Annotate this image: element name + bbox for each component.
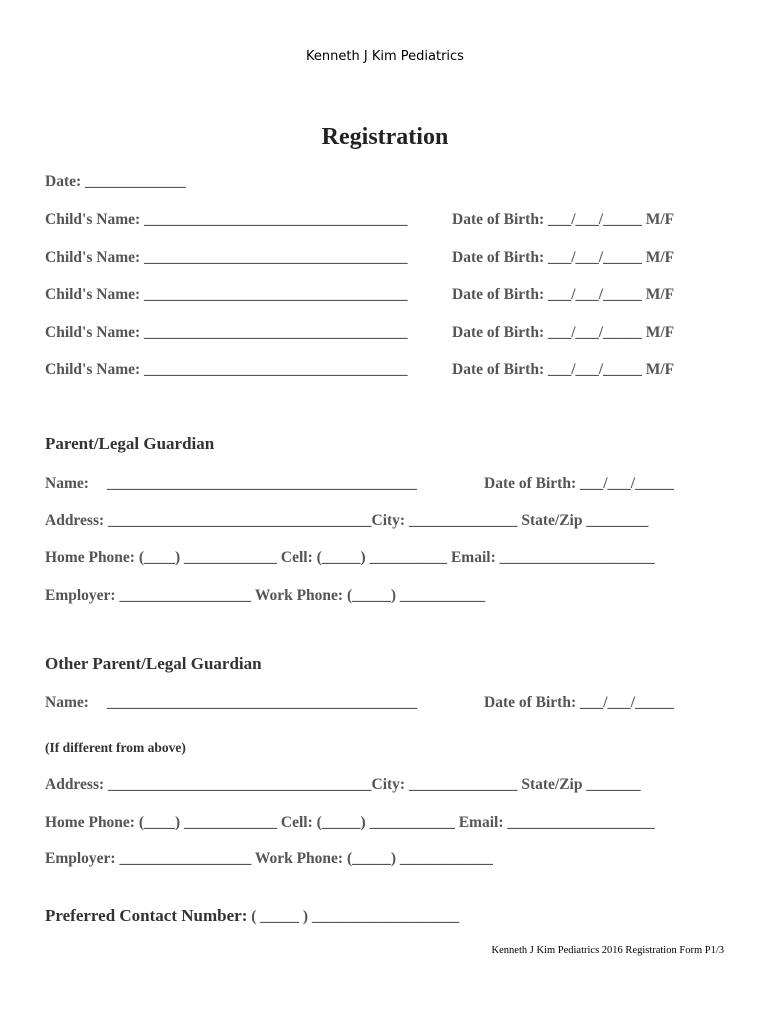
parent-address-field[interactable]: Address: __________________________________City: ______________ State/Zip ________ <box>45 512 649 529</box>
child-name-field[interactable]: Child's Name: __________________________________ <box>45 211 408 228</box>
other-parent-section-heading: Other Parent/Legal Guardian <box>45 654 262 673</box>
child-dob-field[interactable]: Date of Birth: ___/___/_____ M/F <box>452 286 675 303</box>
parent-phones-field[interactable]: Home Phone: (____) ____________ Cell: (_____) __________ Email: ____________________ <box>45 549 655 566</box>
preferred-contact-label: Preferred Contact Number: <box>45 906 248 925</box>
date-field[interactable]: Date: _____________ <box>45 173 186 190</box>
other-parent-employer-field[interactable]: Employer: _________________ Work Phone: (_____) ____________ <box>45 850 493 867</box>
preferred-contact-field[interactable]: ( _____ ) ___________________ <box>247 908 460 925</box>
preferred-contact-row <box>45 906 459 926</box>
parent-dob-field[interactable]: Date of Birth: ___/___/_____ <box>484 475 674 492</box>
practice-header: Kenneth J Kim Pediatrics <box>306 49 464 64</box>
parent-employer-field[interactable]: Employer: _________________ Work Phone: (_____) ___________ <box>45 587 486 604</box>
child-dob-field[interactable]: Date of Birth: ___/___/_____ M/F <box>452 361 675 378</box>
other-parent-note: (If different from above) <box>45 740 186 755</box>
child-name-field[interactable]: Child's Name: __________________________________ <box>45 361 408 378</box>
other-parent-name-field[interactable]: ________________________________________ <box>107 694 417 711</box>
other-parent-phones-field[interactable]: Home Phone: (____) ____________ Cell: (_____) ___________ Email: ___________________ <box>45 814 655 831</box>
parent-name-label: Name: <box>45 475 89 492</box>
parent-section-heading: Parent/Legal Guardian <box>45 434 215 453</box>
child-dob-field[interactable]: Date of Birth: ___/___/_____ M/F <box>452 324 675 341</box>
page-title: Registration <box>321 124 449 150</box>
other-parent-address-field[interactable]: Address: __________________________________City: ______________ State/Zip _______ <box>45 776 641 793</box>
child-name-field[interactable]: Child's Name: __________________________________ <box>45 249 408 266</box>
page-footer: Kenneth J Kim Pediatrics 2016 Registration Form P1/3 <box>491 945 724 956</box>
parent-name-field[interactable]: ________________________________________ <box>107 475 417 492</box>
child-dob-field[interactable]: Date of Birth: ___/___/_____ M/F <box>452 249 675 266</box>
child-name-field[interactable]: Child's Name: __________________________________ <box>45 286 408 303</box>
child-name-field[interactable]: Child's Name: __________________________________ <box>45 324 408 341</box>
child-dob-field[interactable]: Date of Birth: ___/___/_____ M/F <box>452 211 675 228</box>
other-parent-dob-field[interactable]: Date of Birth: ___/___/_____ <box>484 694 674 711</box>
other-parent-name-label: Name: <box>45 694 89 711</box>
